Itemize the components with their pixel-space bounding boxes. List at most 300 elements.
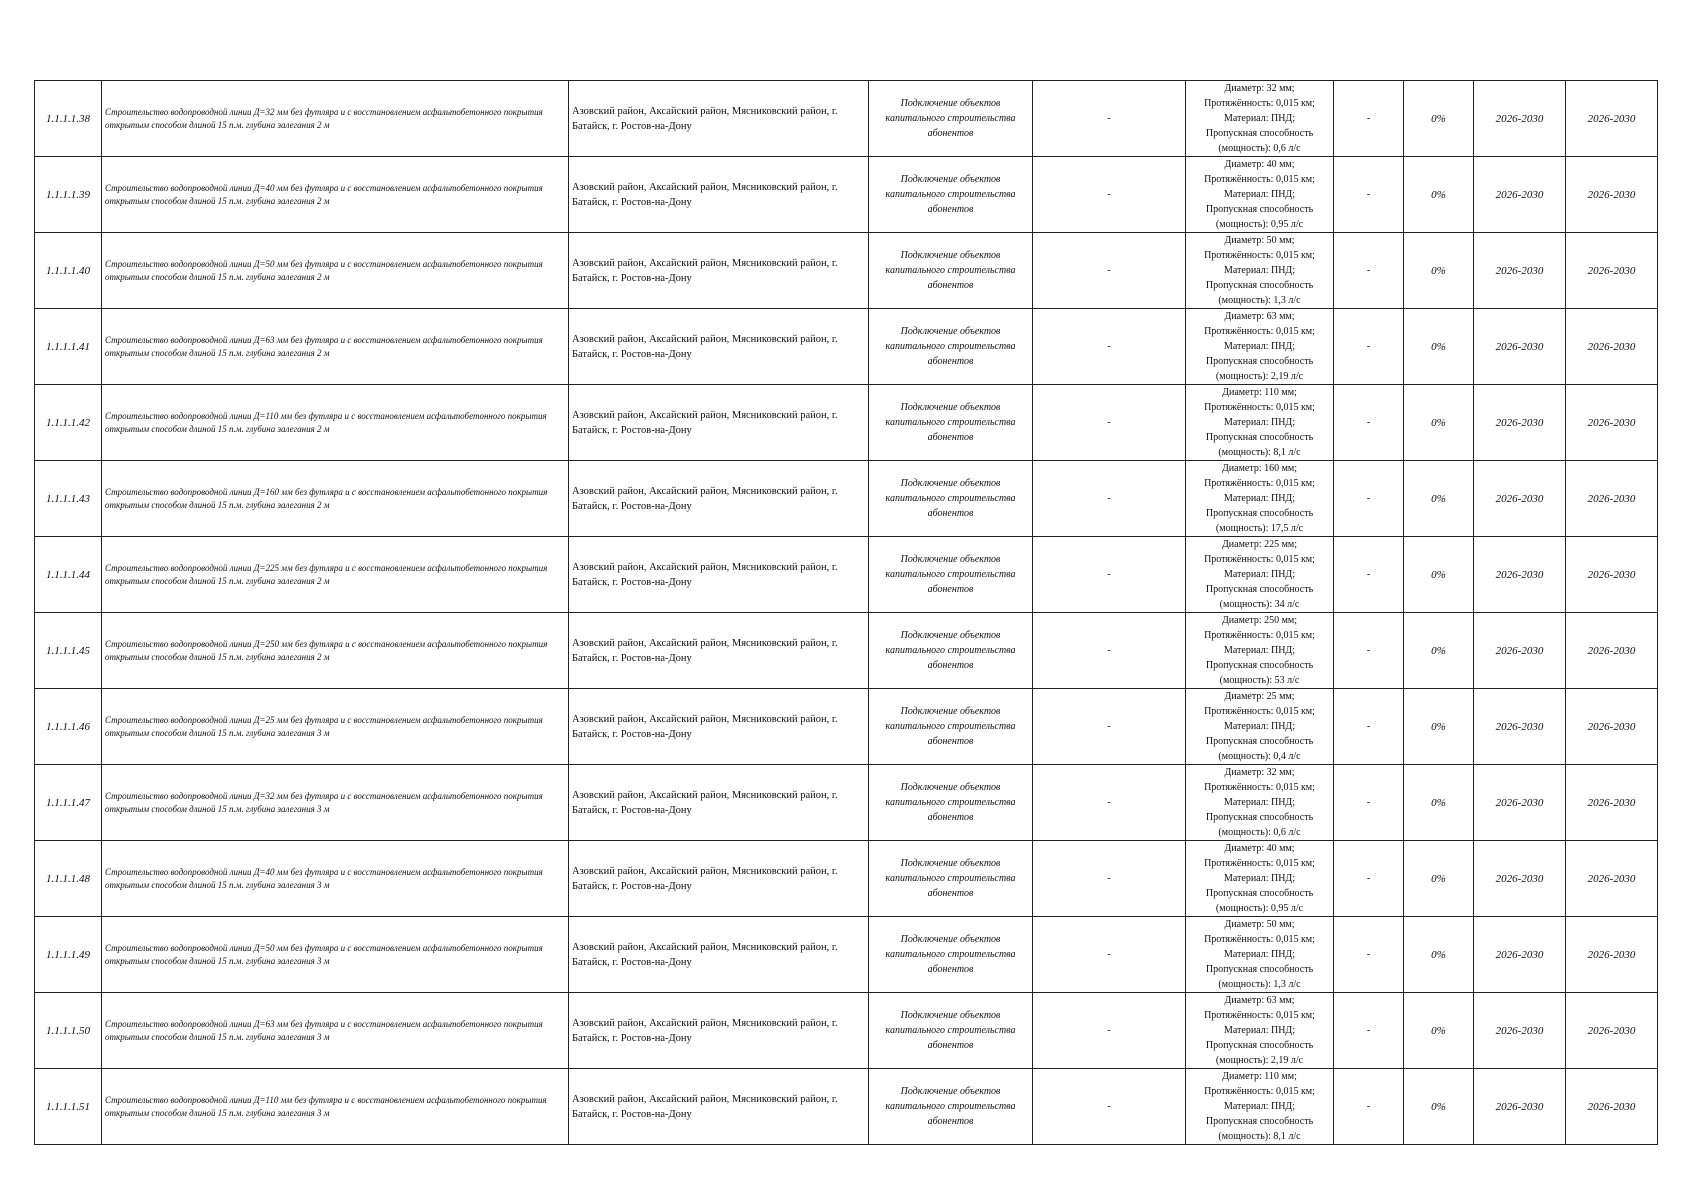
spec-capacity-label: Пропускная способность bbox=[1205, 128, 1314, 139]
description-cell bbox=[102, 841, 569, 917]
work-description: Строительство водопроводной линии Д=50 мм без футляра и с восстановлением асфальтобетонного покрытия открытым способом длиной 15 п.м. глубина залегания 3 м bbox=[105, 942, 543, 966]
dash-value: - bbox=[1366, 797, 1371, 808]
location-cell bbox=[569, 309, 869, 385]
item-number: 1.1.1.1.39 bbox=[46, 188, 90, 201]
purpose-text: Подключение объектов капитального строительства абонентов bbox=[885, 706, 1016, 747]
dash-value: - bbox=[1107, 797, 1111, 808]
spec-diameter: Диаметр: 225 мм; bbox=[1221, 539, 1298, 550]
end-period-cell bbox=[1566, 917, 1658, 993]
end-period-cell bbox=[1566, 461, 1658, 537]
purpose-cell bbox=[869, 309, 1033, 385]
work-description: Строительство водопроводной линии Д=32 мм без футляра и с восстановлением асфальтобетонного покрытия открытым способом длиной 15 п.м. глубина залегания 3 м bbox=[105, 790, 543, 814]
percent-value: 0% bbox=[1431, 1024, 1446, 1037]
end-period-cell bbox=[1566, 81, 1658, 157]
spec-material: Материал: ПНД; bbox=[1223, 265, 1296, 276]
purpose-cell bbox=[869, 993, 1033, 1069]
item-number-cell bbox=[35, 613, 102, 689]
table-row bbox=[35, 233, 1658, 309]
location-text: Азовский район, Аксайский район, Мясниковский район, г. Батайск, г. Ростов-на-Дону bbox=[572, 105, 838, 132]
period-value: 2026-2030 bbox=[1587, 1024, 1636, 1037]
spec-capacity-label: Пропускная способность bbox=[1205, 888, 1314, 899]
period-value: 2026-2030 bbox=[1495, 416, 1544, 429]
period-value: 2026-2030 bbox=[1587, 1100, 1636, 1113]
empty-value-cell bbox=[1334, 841, 1404, 917]
table-row bbox=[35, 765, 1658, 841]
purpose-text: Подключение объектов капитального строительства абонентов bbox=[885, 1086, 1016, 1127]
item-number-cell bbox=[35, 81, 102, 157]
empty-value-cell bbox=[1334, 993, 1404, 1069]
percent-cell bbox=[1404, 765, 1474, 841]
item-number: 1.1.1.1.49 bbox=[46, 948, 90, 961]
spec-capacity: (мощность): 17,5 л/с bbox=[1215, 523, 1304, 534]
spec-diameter: Диаметр: 110 мм; bbox=[1222, 1071, 1297, 1082]
percent-cell bbox=[1404, 917, 1474, 993]
start-period-cell bbox=[1474, 81, 1566, 157]
spec-material: Материал: ПНД; bbox=[1223, 417, 1296, 428]
item-number-cell bbox=[35, 689, 102, 765]
purpose-cell bbox=[869, 461, 1033, 537]
period-value: 2026-2030 bbox=[1495, 720, 1544, 733]
location-text: Азовский район, Аксайский район, Мясниковский район, г. Батайск, г. Ростов-на-Дону bbox=[572, 485, 838, 512]
spec-diameter: Диаметр: 160 мм; bbox=[1221, 463, 1298, 474]
purpose-cell bbox=[869, 765, 1033, 841]
location-text: Азовский район, Аксайский район, Мясниковский район, г. Батайск, г. Ростов-на-Дону bbox=[572, 1017, 838, 1044]
percent-value: 0% bbox=[1431, 872, 1446, 885]
spec-capacity-label: Пропускная способность bbox=[1205, 660, 1314, 671]
spec-capacity: (мощность): 34 л/с bbox=[1219, 599, 1300, 610]
empty-value-cell bbox=[1334, 917, 1404, 993]
location-cell bbox=[569, 917, 869, 993]
empty-value-cell bbox=[1334, 233, 1404, 309]
spec-length: Протяжённость: 0,015 км; bbox=[1204, 554, 1315, 565]
spec-capacity: (мощность): 2,19 л/с bbox=[1215, 371, 1304, 382]
empty-value-cell bbox=[1033, 157, 1186, 233]
location-cell bbox=[569, 461, 869, 537]
purpose-text: Подключение объектов капитального строительства абонентов bbox=[885, 326, 1016, 367]
end-period-cell bbox=[1566, 841, 1658, 917]
percent-value: 0% bbox=[1431, 720, 1446, 733]
percent-value: 0% bbox=[1431, 568, 1446, 581]
end-period-cell bbox=[1566, 537, 1658, 613]
period-value: 2026-2030 bbox=[1495, 872, 1544, 885]
dash-value: - bbox=[1107, 265, 1111, 276]
period-value: 2026-2030 bbox=[1587, 796, 1636, 809]
specs-cell bbox=[1186, 613, 1334, 689]
spec-material: Материал: ПНД; bbox=[1223, 569, 1296, 580]
period-value: 2026-2030 bbox=[1495, 340, 1544, 353]
item-number: 1.1.1.1.48 bbox=[46, 872, 90, 885]
table-row bbox=[35, 537, 1658, 613]
dash-value: - bbox=[1107, 569, 1111, 580]
start-period-cell bbox=[1474, 1069, 1566, 1145]
location-text: Азовский район, Аксайский район, Мясниковский район, г. Батайск, г. Ростов-на-Дону bbox=[572, 637, 838, 664]
location-cell bbox=[569, 157, 869, 233]
end-period-cell bbox=[1566, 765, 1658, 841]
end-period-cell bbox=[1566, 233, 1658, 309]
start-period-cell bbox=[1474, 309, 1566, 385]
location-text: Азовский район, Аксайский район, Мясниковский район, г. Батайск, г. Ростов-на-Дону bbox=[572, 713, 838, 740]
item-number-cell bbox=[35, 1069, 102, 1145]
empty-value-cell bbox=[1334, 1069, 1404, 1145]
end-period-cell bbox=[1566, 993, 1658, 1069]
description-cell bbox=[102, 765, 569, 841]
dash-value: - bbox=[1366, 341, 1371, 352]
spec-material: Материал: ПНД; bbox=[1223, 493, 1296, 504]
end-period-cell bbox=[1566, 157, 1658, 233]
description-cell bbox=[102, 537, 569, 613]
spec-length: Протяжённость: 0,015 км; bbox=[1204, 402, 1315, 413]
location-text: Азовский район, Аксайский район, Мясниковский район, г. Батайск, г. Ростов-на-Дону bbox=[572, 789, 838, 816]
item-number-cell bbox=[35, 841, 102, 917]
location-cell bbox=[569, 841, 869, 917]
percent-value: 0% bbox=[1431, 188, 1446, 201]
start-period-cell bbox=[1474, 917, 1566, 993]
spec-capacity-label: Пропускная способность bbox=[1205, 508, 1314, 519]
spec-length: Протяжённость: 0,015 км; bbox=[1204, 98, 1315, 109]
percent-cell bbox=[1404, 461, 1474, 537]
period-value: 2026-2030 bbox=[1495, 264, 1544, 277]
dash-value: - bbox=[1107, 873, 1111, 884]
spec-capacity: (мощность): 0,6 л/с bbox=[1218, 143, 1301, 154]
item-number-cell bbox=[35, 461, 102, 537]
purpose-text: Подключение объектов капитального строительства абонентов bbox=[885, 98, 1016, 139]
work-description: Строительство водопроводной линии Д=63 мм без футляра и с восстановлением асфальтобетонного покрытия открытым способом длиной 15 п.м. глубина залегания 2 м bbox=[105, 334, 543, 358]
item-number: 1.1.1.1.40 bbox=[46, 264, 90, 277]
empty-value-cell bbox=[1033, 537, 1186, 613]
end-period-cell bbox=[1566, 1069, 1658, 1145]
work-description: Строительство водопроводной линии Д=50 мм без футляра и с восстановлением асфальтобетонного покрытия открытым способом длиной 15 п.м. глубина залегания 2 м bbox=[105, 258, 543, 282]
percent-value: 0% bbox=[1431, 1100, 1446, 1113]
table-row bbox=[35, 81, 1658, 157]
empty-value-cell bbox=[1334, 689, 1404, 765]
spec-diameter: Диаметр: 32 мм; bbox=[1224, 83, 1295, 94]
empty-value-cell bbox=[1033, 613, 1186, 689]
table-row bbox=[35, 993, 1658, 1069]
spec-material: Материал: ПНД; bbox=[1223, 797, 1296, 808]
spec-capacity-label: Пропускная способность bbox=[1205, 432, 1314, 443]
location-cell bbox=[569, 1069, 869, 1145]
location-text: Азовский район, Аксайский район, Мясниковский район, г. Батайск, г. Ростов-на-Дону bbox=[572, 941, 838, 968]
spec-length: Протяжённость: 0,015 км; bbox=[1204, 326, 1315, 337]
dash-value: - bbox=[1366, 569, 1371, 580]
item-number: 1.1.1.1.42 bbox=[46, 416, 90, 429]
work-description: Строительство водопроводной линии Д=250 мм без футляра и с восстановлением асфальтобетонного покрытия открытым способом длиной 15 п.м. глубина залегания 2 м bbox=[105, 638, 548, 662]
location-cell bbox=[569, 385, 869, 461]
spec-capacity-label: Пропускная способность bbox=[1205, 584, 1314, 595]
item-number: 1.1.1.1.46 bbox=[46, 720, 90, 733]
purpose-cell bbox=[869, 233, 1033, 309]
percent-value: 0% bbox=[1431, 112, 1446, 125]
percent-value: 0% bbox=[1431, 416, 1446, 429]
spec-capacity-label: Пропускная способность bbox=[1205, 356, 1314, 367]
period-value: 2026-2030 bbox=[1495, 188, 1544, 201]
item-number: 1.1.1.1.43 bbox=[46, 492, 90, 505]
purpose-text: Подключение объектов капитального строительства абонентов bbox=[885, 402, 1016, 443]
empty-value-cell bbox=[1334, 613, 1404, 689]
purpose-text: Подключение объектов капитального строительства абонентов bbox=[885, 1010, 1016, 1051]
item-number-cell bbox=[35, 309, 102, 385]
period-value: 2026-2030 bbox=[1495, 644, 1544, 657]
dash-value: - bbox=[1366, 417, 1371, 428]
item-number: 1.1.1.1.41 bbox=[46, 340, 90, 353]
specs-cell bbox=[1186, 993, 1334, 1069]
specs-cell bbox=[1186, 841, 1334, 917]
spec-capacity: (мощность): 1,3 л/с bbox=[1218, 979, 1301, 990]
item-number: 1.1.1.1.45 bbox=[46, 644, 90, 657]
empty-value-cell bbox=[1334, 157, 1404, 233]
end-period-cell bbox=[1566, 613, 1658, 689]
empty-value-cell bbox=[1033, 233, 1186, 309]
dash-value: - bbox=[1366, 721, 1371, 732]
percent-value: 0% bbox=[1431, 644, 1446, 657]
description-cell bbox=[102, 81, 569, 157]
item-number: 1.1.1.1.44 bbox=[46, 568, 90, 581]
percent-value: 0% bbox=[1431, 796, 1446, 809]
dash-value: - bbox=[1107, 113, 1111, 124]
description-cell bbox=[102, 1069, 569, 1145]
spec-capacity-label: Пропускная способность bbox=[1205, 964, 1314, 975]
start-period-cell bbox=[1474, 461, 1566, 537]
period-value: 2026-2030 bbox=[1587, 720, 1636, 733]
location-cell bbox=[569, 233, 869, 309]
dash-value: - bbox=[1366, 1101, 1371, 1112]
dash-value: - bbox=[1107, 417, 1111, 428]
start-period-cell bbox=[1474, 613, 1566, 689]
table-body bbox=[35, 81, 1658, 1145]
item-number: 1.1.1.1.47 bbox=[46, 796, 90, 809]
spec-diameter: Диаметр: 25 мм; bbox=[1224, 691, 1295, 702]
dash-value: - bbox=[1366, 113, 1371, 124]
period-value: 2026-2030 bbox=[1495, 796, 1544, 809]
spec-material: Материал: ПНД; bbox=[1223, 113, 1296, 124]
period-value: 2026-2030 bbox=[1587, 492, 1636, 505]
purpose-cell bbox=[869, 537, 1033, 613]
purpose-text: Подключение объектов капитального строительства абонентов bbox=[885, 630, 1016, 671]
spec-material: Материал: ПНД; bbox=[1223, 189, 1296, 200]
measures-table bbox=[34, 80, 1658, 1145]
specs-cell bbox=[1186, 461, 1334, 537]
empty-value-cell bbox=[1033, 81, 1186, 157]
start-period-cell bbox=[1474, 841, 1566, 917]
spec-material: Материал: ПНД; bbox=[1223, 949, 1296, 960]
spec-diameter: Диаметр: 40 мм; bbox=[1224, 843, 1295, 854]
spec-diameter: Диаметр: 63 мм; bbox=[1224, 311, 1295, 322]
empty-value-cell bbox=[1033, 1069, 1186, 1145]
percent-value: 0% bbox=[1431, 948, 1446, 961]
specs-cell bbox=[1186, 1069, 1334, 1145]
period-value: 2026-2030 bbox=[1587, 872, 1636, 885]
period-value: 2026-2030 bbox=[1495, 1024, 1544, 1037]
purpose-text: Подключение объектов капитального строительства абонентов bbox=[885, 554, 1016, 595]
purpose-text: Подключение объектов капитального строительства абонентов bbox=[885, 250, 1016, 291]
purpose-cell bbox=[869, 157, 1033, 233]
empty-value-cell bbox=[1334, 81, 1404, 157]
location-cell bbox=[569, 537, 869, 613]
empty-value-cell bbox=[1033, 309, 1186, 385]
period-value: 2026-2030 bbox=[1587, 264, 1636, 277]
dash-value: - bbox=[1107, 949, 1111, 960]
percent-cell bbox=[1404, 309, 1474, 385]
period-value: 2026-2030 bbox=[1587, 568, 1636, 581]
purpose-text: Подключение объектов капитального строительства абонентов bbox=[885, 782, 1016, 823]
specs-cell bbox=[1186, 385, 1334, 461]
spec-length: Протяжённость: 0,015 км; bbox=[1204, 630, 1315, 641]
spec-length: Протяжённость: 0,015 км; bbox=[1204, 478, 1315, 489]
period-value: 2026-2030 bbox=[1587, 188, 1636, 201]
spec-capacity: (мощность): 2,19 л/с bbox=[1215, 1055, 1304, 1066]
table-row bbox=[35, 613, 1658, 689]
empty-value-cell bbox=[1334, 461, 1404, 537]
period-value: 2026-2030 bbox=[1587, 644, 1636, 657]
location-text: Азовский район, Аксайский район, Мясниковский район, г. Батайск, г. Ростов-на-Дону bbox=[572, 333, 838, 360]
spec-diameter: Диаметр: 50 мм; bbox=[1224, 919, 1295, 930]
dash-value: - bbox=[1366, 949, 1371, 960]
dash-value: - bbox=[1107, 645, 1111, 656]
start-period-cell bbox=[1474, 537, 1566, 613]
end-period-cell bbox=[1566, 309, 1658, 385]
empty-value-cell bbox=[1033, 689, 1186, 765]
empty-value-cell bbox=[1334, 385, 1404, 461]
location-cell bbox=[569, 765, 869, 841]
specs-cell bbox=[1186, 689, 1334, 765]
percent-cell bbox=[1404, 613, 1474, 689]
spec-material: Материал: ПНД; bbox=[1223, 1101, 1296, 1112]
spec-capacity: (мощность): 1,3 л/с bbox=[1218, 295, 1301, 306]
item-number: 1.1.1.1.38 bbox=[46, 112, 90, 125]
purpose-cell bbox=[869, 689, 1033, 765]
specs-cell bbox=[1186, 157, 1334, 233]
spec-capacity: (мощность): 0,95 л/с bbox=[1215, 903, 1304, 914]
start-period-cell bbox=[1474, 233, 1566, 309]
spec-capacity: (мощность): 53 л/с bbox=[1219, 675, 1300, 686]
spec-diameter: Диаметр: 50 мм; bbox=[1224, 235, 1295, 246]
work-description: Строительство водопроводной линии Д=32 мм без футляра и с восстановлением асфальтобетонного покрытия открытым способом длиной 15 п.м. глубина залегания 2 м bbox=[105, 106, 543, 130]
spec-material: Материал: ПНД; bbox=[1223, 645, 1296, 656]
empty-value-cell bbox=[1033, 917, 1186, 993]
work-description: Строительство водопроводной линии Д=110 мм без футляра и с восстановлением асфальтобетонного покрытия открытым способом длиной 15 п.м. глубина залегания 2 м bbox=[105, 410, 547, 434]
specs-cell bbox=[1186, 233, 1334, 309]
location-text: Азовский район, Аксайский район, Мясниковский район, г. Батайск, г. Ростов-на-Дону bbox=[572, 181, 838, 208]
purpose-cell bbox=[869, 613, 1033, 689]
location-text: Азовский район, Аксайский район, Мясниковский район, г. Батайск, г. Ростов-на-Дону bbox=[572, 1093, 838, 1120]
period-value: 2026-2030 bbox=[1495, 492, 1544, 505]
purpose-cell bbox=[869, 917, 1033, 993]
dash-value: - bbox=[1107, 341, 1111, 352]
end-period-cell bbox=[1566, 385, 1658, 461]
percent-cell bbox=[1404, 993, 1474, 1069]
empty-value-cell bbox=[1334, 765, 1404, 841]
spec-diameter: Диаметр: 250 мм; bbox=[1221, 615, 1298, 626]
spec-capacity-label: Пропускная способность bbox=[1205, 812, 1314, 823]
item-number-cell bbox=[35, 233, 102, 309]
spec-length: Протяжённость: 0,015 км; bbox=[1204, 174, 1315, 185]
item-number: 1.1.1.1.51 bbox=[46, 1100, 90, 1113]
percent-cell bbox=[1404, 841, 1474, 917]
spec-length: Протяжённость: 0,015 км; bbox=[1204, 782, 1315, 793]
spec-material: Материал: ПНД; bbox=[1223, 1025, 1296, 1036]
purpose-text: Подключение объектов капитального строительства абонентов bbox=[885, 934, 1016, 975]
spec-capacity-label: Пропускная способность bbox=[1205, 736, 1314, 747]
percent-value: 0% bbox=[1431, 492, 1446, 505]
period-value: 2026-2030 bbox=[1587, 948, 1636, 961]
location-text: Азовский район, Аксайский район, Мясниковский район, г. Батайск, г. Ростов-на-Дону bbox=[572, 409, 838, 436]
dash-value: - bbox=[1366, 1025, 1371, 1036]
dash-value: - bbox=[1107, 1025, 1111, 1036]
spec-length: Протяжённость: 0,015 км; bbox=[1204, 858, 1315, 869]
dash-value: - bbox=[1366, 493, 1371, 504]
table-row bbox=[35, 1069, 1658, 1145]
item-number: 1.1.1.1.50 bbox=[46, 1024, 90, 1037]
work-description: Строительство водопроводной линии Д=160 мм без футляра и с восстановлением асфальтобетонного покрытия открытым способом длиной 15 п.м. глубина залегания 2 м bbox=[105, 486, 548, 510]
percent-cell bbox=[1404, 385, 1474, 461]
description-cell bbox=[102, 461, 569, 537]
table-row bbox=[35, 385, 1658, 461]
spec-length: Протяжённость: 0,015 км; bbox=[1204, 934, 1315, 945]
work-description: Строительство водопроводной линии Д=40 мм без футляра и с восстановлением асфальтобетонного покрытия открытым способом длиной 15 п.м. глубина залегания 2 м bbox=[105, 182, 543, 206]
spec-capacity-label: Пропускная способность bbox=[1205, 280, 1314, 291]
work-description: Строительство водопроводной линии Д=25 мм без футляра и с восстановлением асфальтобетонного покрытия открытым способом длиной 15 п.м. глубина залегания 3 м bbox=[105, 714, 543, 738]
location-text: Азовский район, Аксайский район, Мясниковский район, г. Батайск, г. Ростов-на-Дону bbox=[572, 561, 838, 588]
period-value: 2026-2030 bbox=[1587, 112, 1636, 125]
description-cell bbox=[102, 309, 569, 385]
percent-cell bbox=[1404, 233, 1474, 309]
dash-value: - bbox=[1366, 873, 1371, 884]
item-number-cell bbox=[35, 157, 102, 233]
table-row bbox=[35, 461, 1658, 537]
dash-value: - bbox=[1107, 189, 1111, 200]
spec-diameter: Диаметр: 63 мм; bbox=[1224, 995, 1295, 1006]
percent-cell bbox=[1404, 81, 1474, 157]
table-row bbox=[35, 917, 1658, 993]
start-period-cell bbox=[1474, 385, 1566, 461]
purpose-cell bbox=[869, 841, 1033, 917]
spec-material: Материал: ПНД; bbox=[1223, 721, 1296, 732]
item-number-cell bbox=[35, 537, 102, 613]
empty-value-cell bbox=[1334, 537, 1404, 613]
description-cell bbox=[102, 689, 569, 765]
dash-value: - bbox=[1107, 721, 1111, 732]
description-cell bbox=[102, 993, 569, 1069]
spec-diameter: Диаметр: 110 мм; bbox=[1222, 387, 1297, 398]
percent-cell bbox=[1404, 1069, 1474, 1145]
specs-cell bbox=[1186, 765, 1334, 841]
dash-value: - bbox=[1366, 645, 1371, 656]
table-row bbox=[35, 689, 1658, 765]
purpose-text: Подключение объектов капитального строительства абонентов bbox=[885, 858, 1016, 899]
specs-cell bbox=[1186, 537, 1334, 613]
spec-length: Протяжённость: 0,015 км; bbox=[1204, 1010, 1315, 1021]
location-cell bbox=[569, 81, 869, 157]
work-description: Строительство водопроводной линии Д=110 мм без футляра и с восстановлением асфальтобетонного покрытия открытым способом длиной 15 п.м. глубина залегания 3 м bbox=[105, 1094, 547, 1118]
location-text: Азовский район, Аксайский район, Мясниковский район, г. Батайск, г. Ростов-на-Дону bbox=[572, 257, 838, 284]
location-cell bbox=[569, 993, 869, 1069]
percent-cell bbox=[1404, 157, 1474, 233]
specs-cell bbox=[1186, 81, 1334, 157]
dash-value: - bbox=[1107, 493, 1111, 504]
start-period-cell bbox=[1474, 993, 1566, 1069]
spec-capacity: (мощность): 0,95 л/с bbox=[1215, 219, 1304, 230]
spec-capacity-label: Пропускная способность bbox=[1205, 1116, 1314, 1127]
spec-material: Материал: ПНД; bbox=[1223, 341, 1296, 352]
empty-value-cell bbox=[1033, 385, 1186, 461]
spec-capacity-label: Пропускная способность bbox=[1205, 204, 1314, 215]
spec-capacity: (мощность): 0,6 л/с bbox=[1218, 827, 1301, 838]
percent-value: 0% bbox=[1431, 264, 1446, 277]
spec-diameter: Диаметр: 40 мм; bbox=[1224, 159, 1295, 170]
period-value: 2026-2030 bbox=[1495, 112, 1544, 125]
description-cell bbox=[102, 157, 569, 233]
spec-length: Протяжённость: 0,015 км; bbox=[1204, 250, 1315, 261]
